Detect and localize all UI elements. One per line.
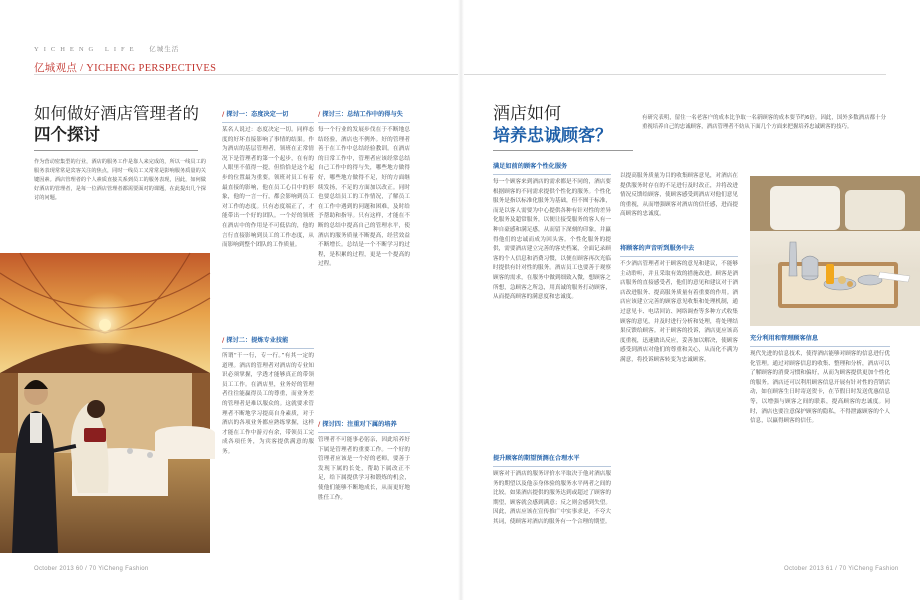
left-sec3-heading: / 探讨三：总结工作中的得与失 [318,111,403,118]
right-sec1-heading: 满足如前的顾客个性化服务 [493,163,568,170]
left-sec2-text: 所谓“干一行，专一行。”有其一定的道理。酒店的管理者对酒店的专业知识必须掌握，学透才能够真正的带领员工工作。在酒店里，业务好的管理者往往能赢得员工的尊重，而业务差的管理者是难以服众的。这就要求管理者不断地学习提高自身素质，对于酒店的各项业务都应熟练掌握，这样才能在工作中游刃有余，带领员工完成各项任务，为宾客提供满意的服务。 [222,353,314,455]
right-column-1b [493,454,611,550]
section-en: YICHENG PERSPECTIVES [86,63,217,74]
left-sec4-heading: / 探讨四：注重对下属的培养 [318,421,397,428]
left-column-2b [318,420,410,501]
banquet-hall-image [0,253,210,553]
left-photo [0,253,210,553]
right-sec4-heading: 充分利用和管理顾客信息 [750,335,819,342]
left-title-line1: 如何做好酒店管理者的 [34,104,199,123]
breakfast-tray-image [750,176,920,326]
right-sec3-rule [620,256,738,257]
brand-cn: 亿城生活 [149,46,180,53]
right-sec2-heading: 提升顾客的期望预测在合理水平 [493,455,580,462]
right-title-rule [493,150,633,151]
right-intro: 有研究表明，留住一名老客户的成本比争取一名新顾客的成本要节约6倍。因此，国外多数酒店都十分重视培养自己的忠诚顾客，酒店管理者不妨从下面几个方面来把握培养忠诚顾客的技巧。 [642,115,886,130]
left-sec2-heading: / 探讨二：提炼专业技能 [222,337,289,344]
left-sec1-text: 某名人说过：态度决定一切。同样态度的好坏直接影响了事情的结果。作为酒店的基层管理者，领班在正常情况下是管理者的第一个起步，在有的人眼里不值得一提，但恰恰是这个起步的位置最为重要。领班对员工有着最直接的影响，他在员工心目中的形象，他的一言一行，都会影响到员工对工作的态度。只有态度端正了，才能带出一个好的团队。一个好的领班在酒店中的作用是不可低估的，他的言行直接影响到员工的工作态度，从而影响到整个团队的工作质量。 [222,127,314,249]
left-sec3-text: 每一个行业的发展步伐在于不断地总结经验，酒店也不例外。好的管理者善于在工作中总结经验教训。在酒店的日常工作中，管理者应该经常总结自己工作中的得与失，哪些地方做得好，哪些地方做得不足，好的方面继续发扬，不足的方面加以改正。同时也要总结员工的工作情况，了解员工在工作中遇到的问题和困难，及时给予帮助和指导。只有这样，才能在不断的总结中提高自己的管理水平，使酒店的服务质量不断提高，经营效益不断增长。总结是一个不断学习的过程，是积累的过程，更是一个提高的过程。 [318,127,410,268]
left-title-rule [34,150,198,151]
right-sec1-text: 每一个顾客来到酒店的需求都是不同的，酒店要根据顾客的不同需求提供个性化的服务。个性化服务是指以标准化服务为基础，但不囿于标准，而是以客人需要为中心提供各种有针对性的差异化服务及超常服务，以便让接受服务的客人有一种自豪感和满足感，从而留下深刻的印象，并赢得他们的忠诚而成为回头客。个性化服务的提供，需要酒店建立完善的客史档案，全面记录顾客的个人信息和消费习惯，以便在顾客再次光临时提供有针对性的服务。酒店员工也要善于观察顾客的需求，在服务中做到细致入微，想顾客之所想，急顾客之所急，用真诚的服务打动顾客，从而提高顾客的满意度和忠诚度。 [493,179,611,301]
right-title-line2: 培养忠诚顾客？ [493,126,612,146]
right-sec1-rule [493,174,611,175]
right-sec3-text: 不少酒店管理者对于顾客的意见和建议，不能够主动聆听，并且采取有效的措施改进。顾客是酒店服务的直接感受者，他们的意见和建议对于酒店改进服务、提高服务质量有着重要的作用。酒店应该建立完善的顾客意见收集和处理机制，通过意见卡、电话回访、网络调查等多种方式收集顾客的意见，并及时进行分析和处理，将处理结果反馈给顾客。对于顾客的投诉，酒店更应该高度重视，迅速做出反应，妥善加以解决，使顾客感受到酒店对他们的尊重和关心，从而化不满为满意，将投诉顾客转变为忠诚顾客。 [620,261,738,363]
left-column-1b [222,336,314,542]
left-article-title [34,104,214,146]
left-column-1 [222,110,314,330]
right-sec4-text: 现代先进的信息技术，使得酒店能够对顾客的信息进行优化管理。通过对顾客信息的收集、整理和分析，酒店可以了解顾客的消费习惯和偏好，从而为顾客提供更加个性化的服务。酒店还可以利用顾客信息开展有针对性的营销活动，如在顾客生日时寄送贺卡，在节假日时发送优惠信息等，以增强与顾客之间的联系，提高顾客的忠诚度。同时，酒店也要注意保护顾客的隐私，不得泄露顾客的个人信息，以赢得顾客的信任。 [750,351,890,425]
right-column-2b [620,244,738,540]
brand-en: YICHENG LIFE [34,46,139,53]
right-sec0-text: 以提高服务质量为目的收集顾客意见，对酒店在提供服务时存在的不足进行及时改正，并将改进情况反馈给顾客，使顾客感受到酒店对他们意见的重视，从而增强顾客对酒店的信任感，进而提高顾客的忠诚度。 [620,173,738,218]
brand-header [34,44,179,53]
left-sec4-rule [318,432,410,433]
section-title: 亿城观点 / YICHENG PERSPECTIVES [34,63,217,74]
right-column-3 [750,334,890,522]
left-intro: 作为营动密集型的行业，酒店的服务工作是靠人来完成的，所以一线员工的服务表现常常是宾客关注的焦点，同时一线员工又常常是影响服务质量的关键因素。酒店管理者的个人素质直接关系到员工的服务表现，因此，如何做好酒店的管理者，是每一位酒店管理者都需要面对的课题，在此提出几个探讨的问题。 [34,159,206,201]
right-sec2-rule [493,466,611,467]
section-cn: 亿城观点 [34,63,78,74]
right-sec3-heading: 将顾客的声音听到服务中去 [620,245,695,252]
left-sec1-rule [222,122,314,123]
left-sec1-heading: / 探讨一：态度决定一切 [222,111,289,118]
right-title-line1: 酒店如何 [493,104,561,124]
left-sec4-text: 管理者不可能事必躬亲，因此培养好下属是管理者的重要工作。一个好的管理者应该是一个好的老师，要善于发现下属的长处，帮助下属改正不足，给下属提供学习和锻炼的机会，使他们能够不断地成长，从而更好地胜任工作。 [318,437,410,501]
left-sec2-rule [222,348,314,349]
left-folio: October 2013 60 / 70 YiCheng Fashion [34,566,149,572]
left-sec3-rule [318,122,410,123]
left-title-line2: 四个探讨 [34,125,100,144]
right-folio: October 2013 61 / 70 YiCheng Fashion [784,566,899,572]
right-photo [750,176,920,326]
right-sec2-text: 顾客对于酒店的服务评价水平取决于他对酒店服务的期望以及他亲身体验的服务水平两者之间的比较。如果酒店提供的服务达到或超过了顾客的期望，顾客就会感到满意；反之则会感到失望。因此，酒店应该在宣传推广中实事求是，不夸大其词，使顾客对酒店的服务有一个合理的期望。 [493,471,611,525]
spine-shadow [458,0,464,600]
right-column-2 [620,172,738,234]
right-article-title [493,104,643,148]
right-column-1 [493,162,611,460]
right-sec4-rule [750,346,890,347]
left-column-2 [318,110,410,426]
